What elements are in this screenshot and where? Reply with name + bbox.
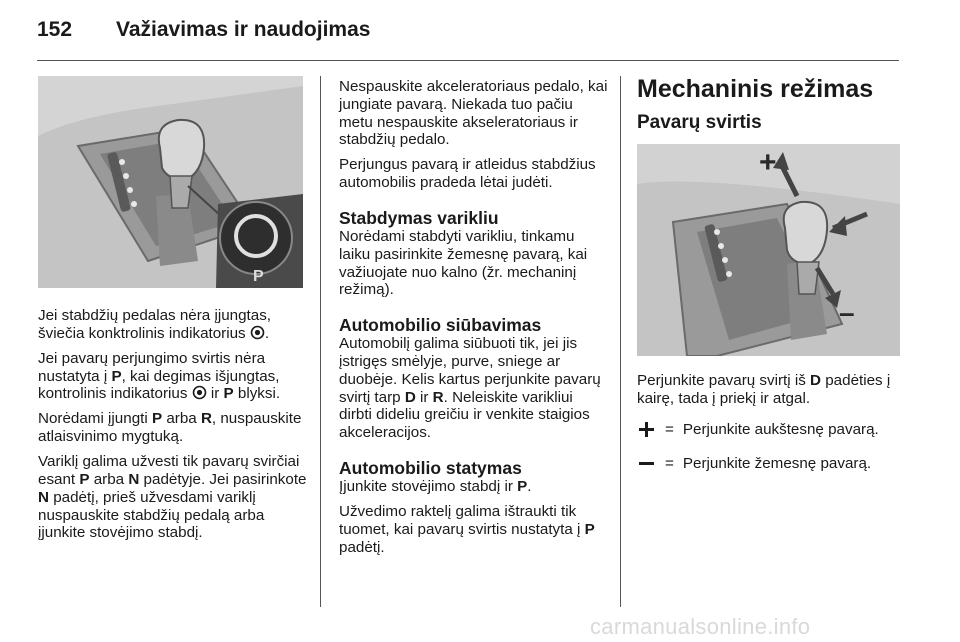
brake-indicator-icon bbox=[250, 325, 265, 340]
column-2 bbox=[339, 78, 609, 564]
col1-paragraph-1: Jei stabdžių pedalas nėra įjungtas, šviečia konktrolinis indikatorius . bbox=[38, 307, 272, 342]
heading-engine-braking: Stabdymas varikliu bbox=[339, 207, 499, 228]
col1-paragraph-2: Jei pavarų perjungimo svirtis nėra nustatyta į P, kai degimas išjungtas, kontrolinis indikatorius ir P blyksi. bbox=[38, 349, 281, 403]
section-title: Mechaninis režimas bbox=[637, 75, 874, 103]
col2-paragraph-2: Perjungus pavarą ir atleidus stabdžius automobilis pradeda lėtai judėti. bbox=[339, 156, 596, 192]
column-divider-2 bbox=[620, 76, 621, 607]
column-divider-1 bbox=[320, 76, 321, 607]
column-1 bbox=[38, 76, 308, 549]
fig2-minus-label: – bbox=[839, 297, 855, 328]
fig1-p-label: P bbox=[253, 268, 264, 285]
minus-icon bbox=[637, 455, 657, 473]
section-subtitle: Pavarų svirtis bbox=[637, 112, 762, 133]
col2-paragraph-5: Įjunkite stovėjimo stabdį ir P. bbox=[339, 477, 532, 495]
col2-paragraph-4: Automobilį galima siūbuoti tik, jei jis įstrigęs smėlyje, purve, sniege ar duobėje. Kelis kartus perjunkite pavarų svirtį tarp D ir R. Neleiskite varikliui dirbti dideliu greičiu ir venkite staigios akceleracijos. bbox=[339, 335, 601, 442]
col2-paragraph-3: Norėdami stabdyti varikliu, tinkamu laiku pasirinkite žemesnę pavarą, kai važiuojate nuo kalno (žr. mechaninį režimą). bbox=[339, 227, 588, 299]
page-header-title: Važiavimas ir naudojimas bbox=[116, 18, 371, 41]
brake-indicator-icon bbox=[192, 385, 207, 400]
header-rule bbox=[37, 60, 899, 61]
gear-selector-figure bbox=[38, 76, 303, 288]
col1-paragraph-3: Norėdami įjungti P arba R, nuspauskite atlaisvinimo mygtuką. bbox=[38, 410, 302, 446]
definition-downshift bbox=[637, 455, 902, 473]
heading-parking: Automobilio statymas bbox=[339, 457, 522, 478]
heading-rocking: Automobilio siūbavimas bbox=[339, 315, 542, 336]
definition-upshift-text: Perjunkite aukštesnę pavarą. bbox=[682, 420, 879, 438]
col2-paragraph-6: Užvedimo raktelį galima ištraukti tik tuomet, kai pavarų svirtis nustatyta į P padėtį. bbox=[339, 502, 595, 556]
definition-equals: = bbox=[665, 420, 674, 438]
col2-paragraph-1: Nespauskite akceleratoriaus pedalo, kai jungiate pavarą. Niekada tuo pačiu metu nespauskite akseleratoriaus ir stabdžių pedalo. bbox=[339, 78, 608, 149]
definition-downshift-text: Perjunkite žemesnę pavarą. bbox=[682, 454, 872, 472]
watermark: carmanualsonline.info bbox=[590, 614, 811, 639]
col1-paragraph-4: Variklį galima užvesti tik pavarų svirčiai esant P arba N padėtyje. Jei pasirinkote N padėtį, prieš užvesdami variklį nuspauskite stabdžių pedalą arba įjunkite stovėjimo stabdį. bbox=[38, 453, 307, 542]
definition-upshift bbox=[637, 421, 902, 439]
manual-mode-figure bbox=[637, 144, 900, 356]
page-number: 152 bbox=[37, 18, 73, 41]
definition-equals: = bbox=[665, 454, 674, 472]
plus-icon bbox=[637, 421, 657, 439]
column-3 bbox=[637, 74, 902, 483]
col3-paragraph-1: Perjunkite pavarų svirtį iš D padėties į kairę, tada į priekį ir atgal. bbox=[637, 372, 891, 407]
fig2-plus-label: + bbox=[759, 146, 777, 179]
